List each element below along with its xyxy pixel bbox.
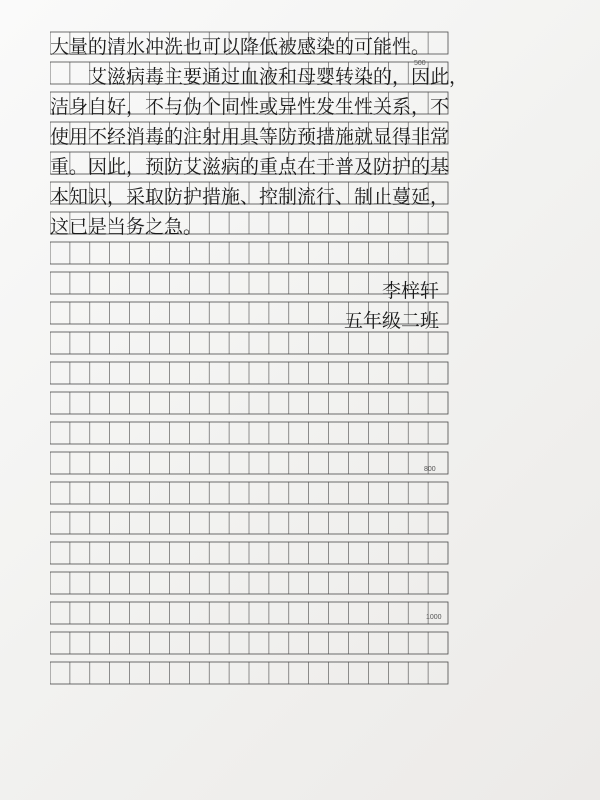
essay-line-5: 重。因此，预防艾滋病的重点在于普及防护的基 [50, 156, 450, 178]
essay-line-2: 艾滋病毒主要通过血液和母婴转染的，因此， [50, 66, 469, 88]
essay-line-4: 使用不经消毒的注射用具等防预措施就显得非常 [50, 126, 450, 148]
author-name: 李梓轩 [382, 280, 440, 302]
count-marker-1000: 1000 [426, 614, 442, 621]
essay-line-6: 本知识，采取防护措施、控制流行、制止蔓延， [50, 186, 450, 208]
essay-line-1: 大量的清水冲洗也可以降低被感染的可能性。 [50, 36, 431, 58]
essay-line-3: 洁身自好，不与伪个同性或异性发生性关系，不 [50, 96, 450, 118]
composition-grid [50, 30, 468, 690]
count-marker-800: 800 [424, 466, 436, 473]
class-name: 五年级二班 [344, 310, 440, 332]
count-marker-500: 500 [414, 60, 426, 67]
essay-line-7: 这已是当务之急。 [50, 216, 203, 238]
